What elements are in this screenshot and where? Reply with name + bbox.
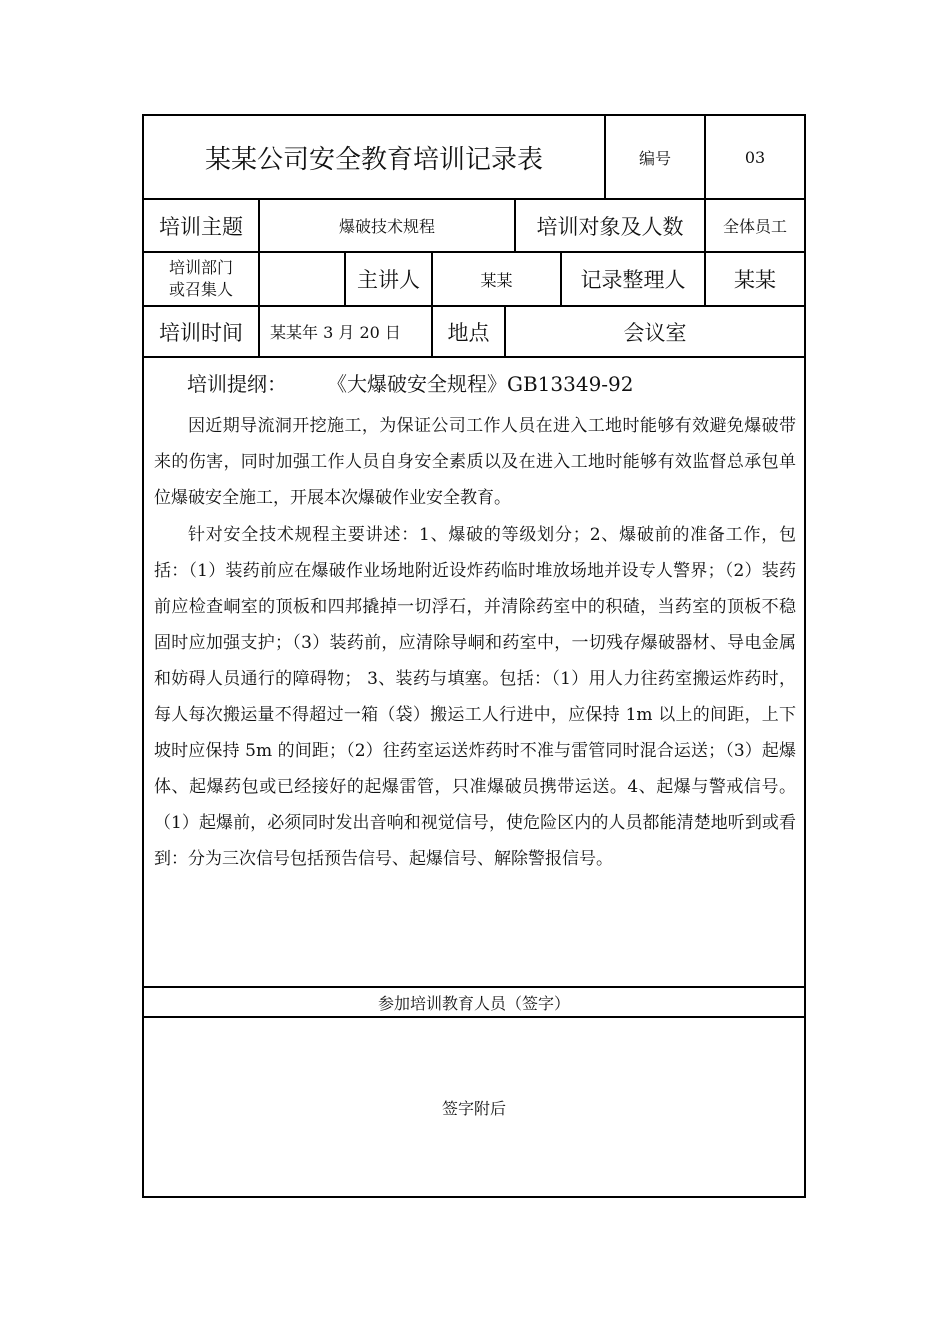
- form-title: 某某公司安全教育培训记录表: [142, 114, 606, 200]
- outline-label: 培训提纲：: [187, 372, 287, 396]
- training-content: [142, 356, 806, 988]
- signature-area: [142, 1016, 806, 1198]
- recorder-value: 某某: [704, 251, 806, 307]
- signature-header: 参加培训教育人员（签字）: [142, 986, 806, 1018]
- number-value: 03: [704, 114, 806, 200]
- content-paragraph-2: 针对安全技术规程主要讲述：1、爆破的等级划分；2、爆破前的准备工作，包括：（1）装药前应在爆破作业场地附近设炸药临时堆放场地并设专人警界；（2）装药前应检查峒室的顶板和四邦撬掉一切浮石，并清除药室中的积碴，当药室的顶板不稳固时应加强支护；（3）装药前，应清除导峒和药室中，一切残存爆破器材、导电金属和妨碍人员通行的障碍物； 3、装药与填塞。包括：（1）用人力往药室搬运炸药时，每人每次搬运量不得超过一箱（袋）搬运工人行进中，应保持 1m 以上的间距，上下坡时应保持 5m 的间距；（2）往药室运送炸药时不准与雷管同时混合运送；（3）起爆体、起爆药包或已经接好的起爆雷管，只准爆破员携带运送。4、起爆与警戒信号。（1）起爆前，必须同时发出音响和视觉信号，使危险区内的人员都能清楚地听到或看到：分为三次信号包括预告信号、起爆信号、解除警报信号。: [154, 525, 796, 869]
- content-paragraph-1: 因近期导流洞开挖施工，为保证公司工作人员在进入工地时能够有效避免爆破带来的伤害，同时加强工作人员自身安全素质以及在进入工地时能够有效监督总承包单位爆破安全施工，开展本次爆破作业安全教育。: [154, 416, 796, 508]
- outline-value: 《大爆破安全规程》GB13349-92: [327, 372, 634, 396]
- place-value: 会议室: [504, 305, 806, 358]
- topic-value: 爆破技术规程: [258, 198, 516, 253]
- recorder-label: 记录整理人: [560, 251, 706, 307]
- audience-value: 全体员工: [704, 198, 806, 253]
- number-label: 编号: [604, 114, 706, 200]
- signature-note: 签字附后: [441, 1098, 506, 1118]
- audience-label: 培训对象及人数: [514, 198, 706, 253]
- speaker-value: 某某: [431, 251, 562, 307]
- dept-label: 培训部门或召集人: [142, 251, 260, 307]
- speaker-label: 主讲人: [344, 251, 433, 307]
- place-label: 地点: [431, 305, 506, 358]
- time-label: 培训时间: [142, 305, 260, 358]
- dept-value: [258, 251, 346, 307]
- training-outline: [187, 368, 634, 397]
- time-value: 某某年 3 月 20 日: [258, 305, 433, 358]
- topic-label: 培训主题: [142, 198, 260, 253]
